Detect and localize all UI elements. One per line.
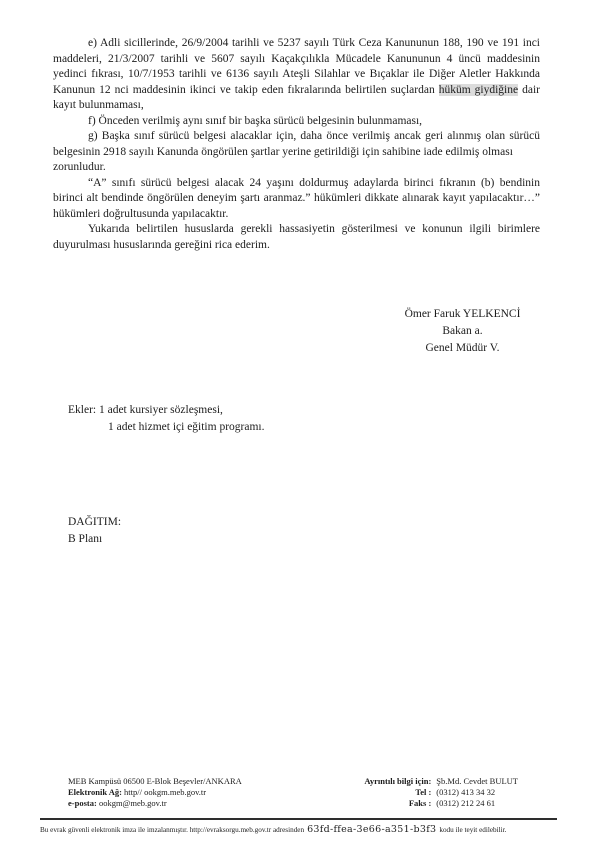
paragraph-closing: Yukarıda belirtilen hususlarda gerekli hassasiyetin gösterilmesi ve konunun ilgili birimlere duyurulması hususlarında gereğini rica ederim. (53, 223, 540, 251)
footer-email-value: ookgm@meb.gov.tr (98, 798, 167, 808)
paragraph-item-g: g) Başka sınıf sürücü belgesi alacaklar için, daha önce verilmiş ancak geri alınmış olan sürücü belgesinin 2918 sayılı Kanunda öngörülen şartlar yerine getirildiği için sahibine iade edilmiş olması (53, 130, 540, 158)
footer-email-line (68, 798, 242, 809)
paragraph-item-f: f) Önceden verilmiş aynı sınıf bir başka sürücü belgesinin bulunmaması, (88, 114, 423, 127)
verification-line (40, 824, 564, 835)
footer-info-block (364, 776, 518, 809)
signatory-title-2: Genel Müdür V. (425, 342, 500, 354)
verification-prefix: Bu evrak güvenli elektronik imza ile imzalanmıştır. http://evraksorgu.meb.gov.tr adresinden (40, 826, 305, 834)
footer-network-line (68, 787, 242, 798)
distribution-title: DAĞITIM: (68, 516, 122, 528)
verification-code: 63fd-ffea-3e66-a351-b3f3 (307, 824, 437, 835)
footer-contact-block (68, 776, 518, 809)
footer-network-label: Elektronik Ağ: (68, 787, 122, 797)
paragraph-zorunludur: zorunludur. (53, 161, 106, 173)
distribution-line: B Planı (68, 533, 103, 545)
footer-address-block (68, 776, 242, 809)
footer-tel-label: Tel : (415, 787, 432, 797)
signatory-name: Ömer Faruk YELKENCİ (404, 308, 521, 320)
paragraph-item-e: e) Adli sicillerinde, 26/9/2004 tarihli ve 5237 sayılı Türk Ceza Kanununun 188, 190 ve 191 inci maddeleri, 21/3/2007 tarihli ve 5607 sayılı Kaçakçılıkla Mücadele Kanununun 4 üncü maddesinin yedinci fıkrası, 10/7/1953 tarihli ve 6136 sayılı Ateşli Silahlar ve Bıçaklar ile Diğer Aletler Hakkında Kanunun 12 nci maddesinin ikinci ve takip eden fıkralarında belirtilen suçlardan hüküm giydiğine dair kayıt bulunmaması, (53, 37, 540, 111)
attachment-line-1: Ekler: 1 adet kursiyer sözleşmesi, (68, 404, 223, 416)
signatory-title-1: Bakan a. (442, 325, 483, 337)
footer-address: MEB Kampüsü 06500 E-Blok Beşevler/ANKARA (68, 776, 242, 786)
footer-info-label: Ayrıntılı bilgi için: (364, 776, 432, 786)
highlighted-text: hüküm giydiğine (438, 83, 519, 96)
footer-fax-label: Faks : (408, 798, 432, 808)
footer-info-value: Şb.Md. Cevdet BULUT (436, 776, 518, 786)
attachments-block (68, 402, 264, 436)
verification-suffix: kodu ile teyit edilebilir. (439, 826, 507, 834)
attachment-line-2: 1 adet hizmet içi eğitim programı. (108, 421, 265, 433)
footer-tel-value: (0312) 413 34 32 (436, 787, 496, 797)
paragraph-a-sinifi: “A” sınıfı sürücü belgesi alacak 24 yaşını doldurmuş adaylarda birinci fıkranın (b) bendinin birinci alt bendinde öngörülen deneyim şartı aranmaz.” hükümleri dikkate alınarak kayıt yapılacaktır…” hükümleri doğrultusunda yapılacaktır. (53, 176, 540, 220)
footer-network-value: http// ookgm.meb.gov.tr (124, 787, 207, 797)
footer-email-label: e-posta: (68, 798, 97, 808)
footer-fax-value: (0312) 212 24 61 (436, 798, 496, 808)
signature-block (370, 306, 555, 357)
footer-divider (40, 818, 557, 820)
distribution-block (68, 514, 121, 548)
letter-body (53, 36, 540, 253)
